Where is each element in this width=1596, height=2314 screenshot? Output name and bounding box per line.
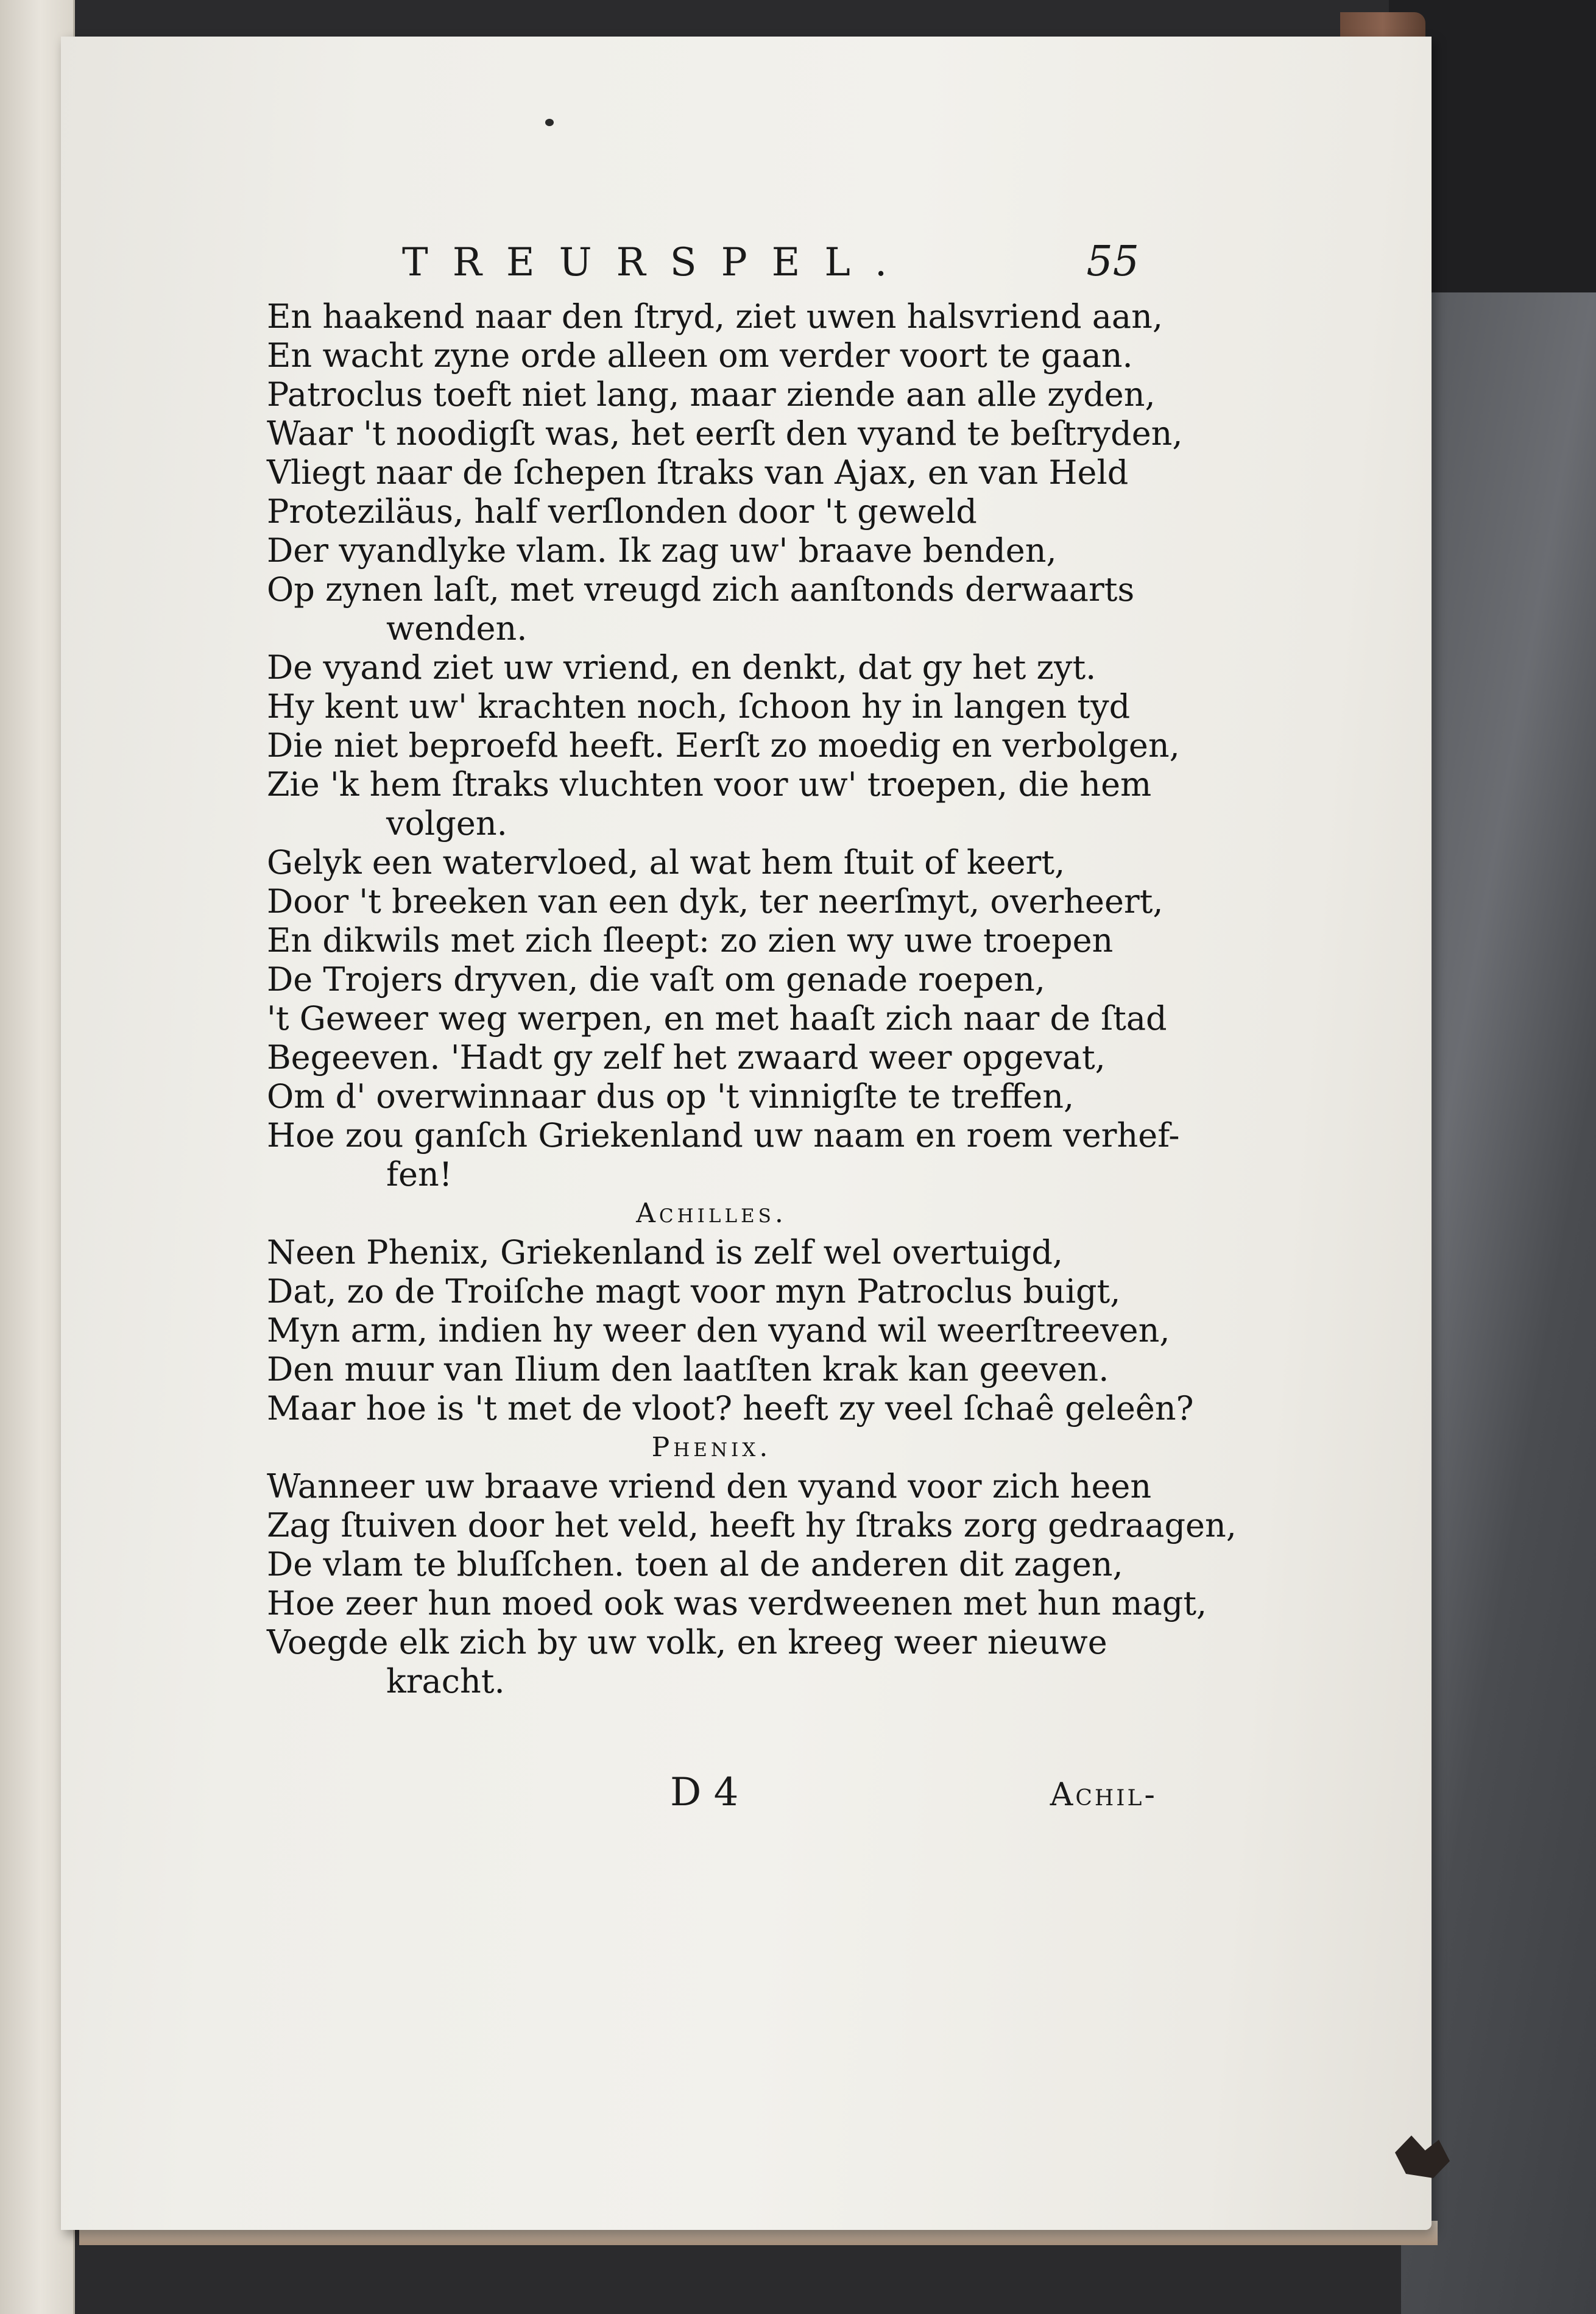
verse-line: Hoe zou ganſch Griekenland uw naam en roem verhef- [267,1116,1180,1155]
speaker-name: Phenix. [651,1432,772,1463]
verse-line: De vlam te bluſſchen. toen al de anderen dit zagen, [267,1545,1123,1583]
verse-line: Waar 't noodigſt was, het eerſt den vyand te beſtryden, [267,414,1183,453]
verse-text [267,297,1237,1701]
verse-line: En wacht zyne orde alleen om verder voort te gaan. [267,336,1133,375]
verse-line: En dikwils met zich ſleept: zo zien wy uwe troepen [267,921,1114,960]
verse-line: kracht. [386,1662,505,1700]
ink-speck [545,119,554,126]
catchword: Achil- [1050,1777,1157,1813]
verse-line: Maar hoe is 't met de vloot? heeft zy veel ſchaê geleên? [267,1389,1194,1428]
verse-line: Patroclus toeft niet lang, maar ziende aan alle zyden, [267,375,1156,414]
verse-line: volgen. [386,804,507,843]
verse-line: 't Geweer weg werpen, en met haaſt zich naar de ſtad [267,999,1167,1038]
verse-line: Der vyandlyke vlam. Ik zag uw' braave benden, [267,531,1057,570]
verse-line: Hy kent uw' krachten noch, ſchoon hy in langen tyd [267,687,1131,726]
verse-line: Voegde elk zich by uw volk, en kreeg weer nieuwe [267,1623,1107,1661]
page-header [402,238,1139,286]
verse-line: Dat, zo de Troiſche magt voor myn Patroclus buigt, [267,1272,1121,1311]
page-footer [670,1770,1157,1815]
verse-line: De Trojers dryven, die vaſt om genade roepen, [267,960,1045,999]
verse-line: Op zynen laſt, met vreugd zich aanſtonds derwaarts [267,570,1135,609]
verse-line: Gelyk een watervloed, al wat hem ſtuit of keert, [267,843,1065,882]
running-title: TREURSPEL. [402,240,912,285]
verse-line: Den muur van Ilium den laatſten krak kan geeven. [267,1350,1109,1389]
page-number: 55 [1086,238,1139,286]
verse-line: Zie 'k hem ſtraks vluchten voor uw' troepen, die hem [267,765,1152,804]
verse-line: fen! [386,1155,453,1194]
verse-line: Die niet beproefd heeft. Eerſt zo moedig en verbolgen, [267,726,1180,765]
verse-line: Proteziläus, half verſlonden door 't geweld [267,492,977,531]
verse-line: Neen Phenix, Griekenland is zelf wel overtuigd, [267,1233,1064,1272]
verse-line: Vliegt naar de ſchepen ſtraks van Ajax, en van Held [267,453,1129,492]
verse-line: De vyand ziet uw vriend, en denkt, dat gy het zyt. [267,648,1096,687]
verse-line: Begeeven. 'Hadt gy zelf het zwaard weer opgevat, [267,1038,1106,1077]
verse-line: Zag ſtuiven door het veld, heeft hy ſtraks zorg gedraagen, [267,1506,1237,1544]
verse-line: Door 't breeken van een dyk, ter neerſmyt, overheert, [267,882,1163,921]
verse-line: Hoe zeer hun moed ook was verdweenen met hun magt, [267,1584,1207,1622]
speaker-name: Achilles. [636,1198,787,1229]
verse-line: En haakend naar den ſtryd, ziet uwen halsvriend aan, [267,297,1163,336]
signature-mark: D 4 [670,1770,739,1815]
verse-line: wenden. [386,609,528,648]
verse-line: Wanneer uw braave vriend den vyand voor zich heen [267,1467,1152,1506]
verse-line: Om d' overwinnaar dus op 't vinnigſte te treffen, [267,1077,1075,1116]
verse-line: Myn arm, indien hy weer den vyand wil weerſtreeven, [267,1311,1170,1350]
